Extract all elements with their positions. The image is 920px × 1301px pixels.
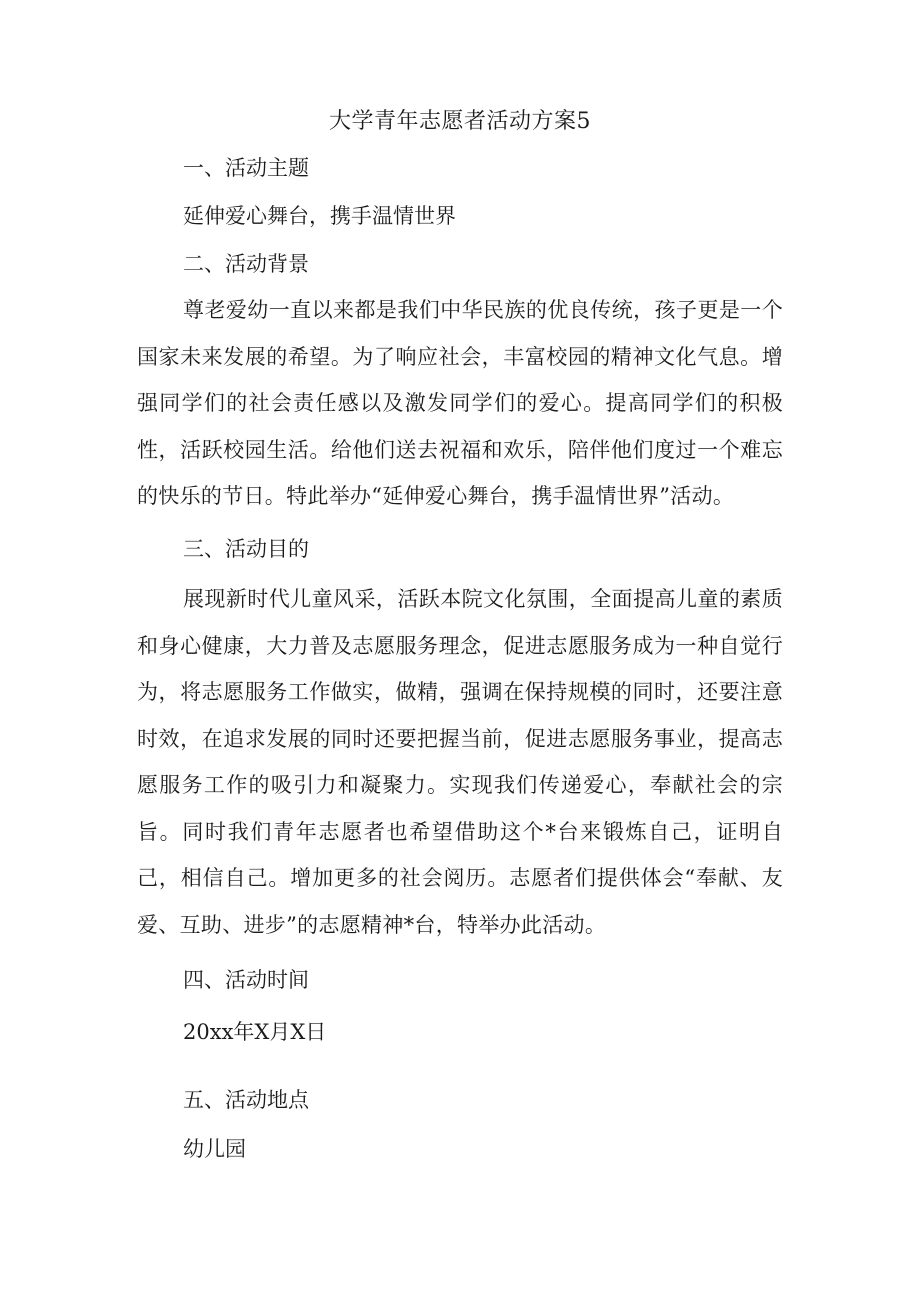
section-heading-location: 五、活动地点 bbox=[183, 1088, 309, 1112]
section-heading-theme: 一、活动主题 bbox=[183, 156, 309, 180]
section-heading-time: 四、活动时间 bbox=[183, 968, 309, 992]
section-heading-background: 二、活动背景 bbox=[183, 252, 309, 276]
section-content-theme: 延伸爱心舞台，携手温情世界 bbox=[183, 204, 456, 228]
section-content-location: 幼儿园 bbox=[183, 1137, 246, 1161]
section-heading-purpose: 三、活动目的 bbox=[183, 537, 309, 561]
section-content-purpose: 展现新时代儿童风采，活跃本院文化氛围，全面提高儿童的素质和身心健康，大力普及志愿服务理念，促进志愿服务成为一种自觉行为，将志愿服务工作做实，做精，强调在保持规模的同时，还要注意时效，在追求发展的同时还要把握当前，促进志愿服务事业，提高志愿服务工作的吸引力和凝聚力。实现我们传递爱心，奉献社会的宗旨。同时我们青年志愿者也希望借助这个*台来锻炼自己，证明自己，相信自己。增加更多的社会阅历。志愿者们提供体会“奉献、友爱、互助、进步”的志愿精神*台，特举办此活动。 bbox=[137, 587, 783, 937]
section-content-time: 20xx年X月X日 bbox=[183, 1020, 327, 1044]
section-content-background: 尊老爱幼一直以来都是我们中华民族的优良传统，孩子更是一个国家未来发展的希望。为了响应社会，丰富校园的精神文化气息。增强同学们的社会责任感以及激发同学们的爱心。提高同学们的积极性，活跃校园生活。给他们送去祝福和欢乐，陪伴他们度过一个难忘的快乐的节日。特此举办“延伸爱心舞台，携手温情世界”活动。 bbox=[137, 298, 783, 508]
document-title: 大学青年志愿者活动方案5 bbox=[329, 109, 591, 134]
